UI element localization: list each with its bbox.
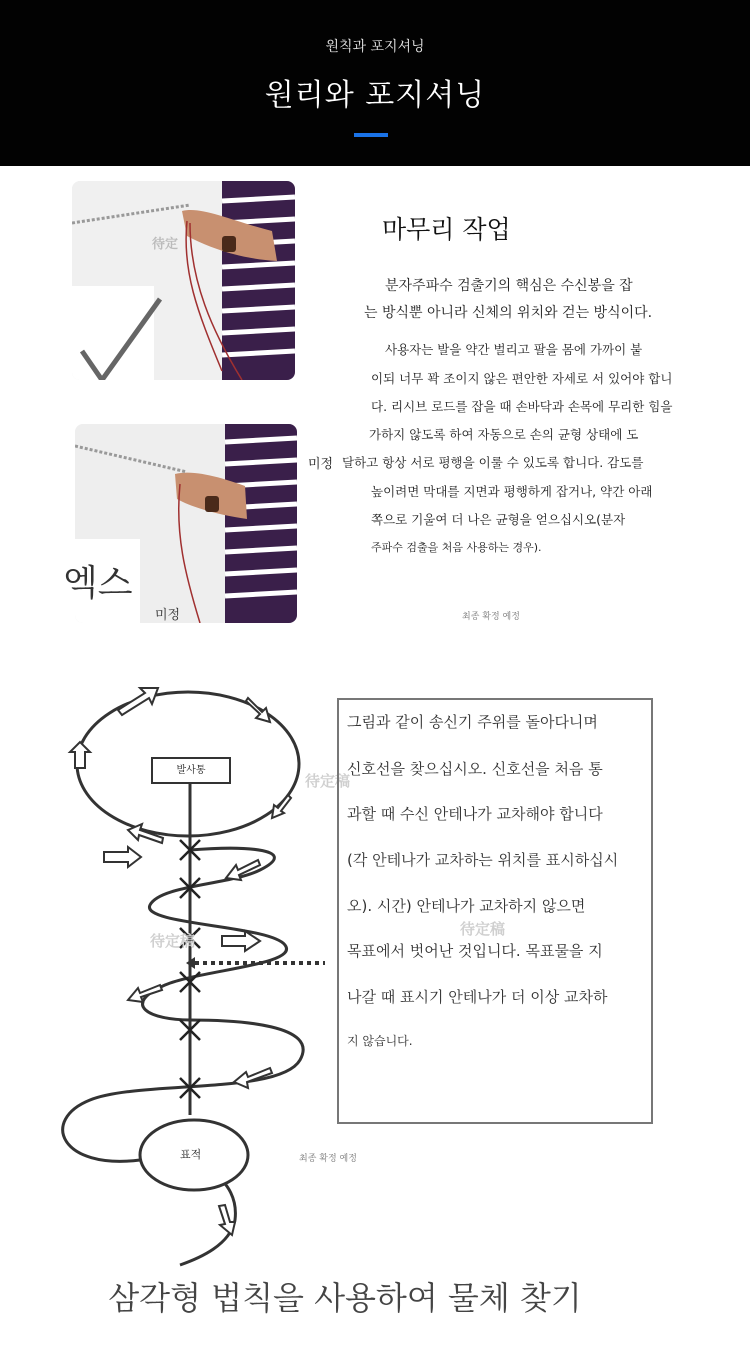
instruction-line-1: 그림과 같이 송신기 주위를 돌아다니며: [347, 713, 598, 731]
instruction-line-3: 과할 때 수신 안테나가 교차해야 합니다: [347, 805, 603, 823]
body-line-7: 쪽으로 기울여 더 나은 균형을 얻으십시오(분자: [371, 512, 626, 527]
body-line-4: 가하지 않도록 하여 자동으로 손의 균형 상태에 도: [369, 427, 639, 442]
body-line-8: 주파수 검출을 처음 사용하는 경우).: [371, 541, 542, 554]
target-label: 표적: [180, 1148, 202, 1161]
photo-watermark: 待定: [152, 237, 179, 252]
launcher-label: 발사통: [151, 757, 231, 784]
body-line-5: 달하고 항상 서로 평행을 이룰 수 있도록 합니다. 감도를: [342, 455, 644, 470]
instruction-line-7: 나갈 때 표시기 안테나가 더 이상 교차하: [347, 988, 608, 1006]
instruction-line-6: 목표에서 벗어난 것입니다. 목표물을 지: [347, 942, 603, 960]
final-note-1: 최종 확정 예정: [462, 612, 520, 622]
photo-stamp: 미정: [155, 608, 181, 623]
body-line-3: 다. 리시브 로드를 잡을 때 손바닥과 손목에 무리한 힘을: [371, 399, 673, 414]
correct-posture-illustration: [72, 181, 295, 380]
diagram-watermark-1: 待定稿: [305, 772, 351, 790]
instruction-line-8: 지 않습니다.: [347, 1034, 413, 1048]
wrong-label: 엑스: [63, 563, 133, 604]
body-line-6: 높이려면 막대를 지면과 평행하게 잡거나, 약간 아래: [371, 484, 653, 499]
body-line-2: 이되 너무 꽉 조이지 않은 편안한 자세로 서 있어야 합니: [371, 371, 673, 386]
lead-line-2: 는 방식뿐 아니라 신체의 위치와 걷는 방식이다.: [364, 305, 653, 321]
body-line-1: 사용자는 발을 약간 벌리고 팔을 몸에 가까이 붙: [385, 342, 643, 357]
header-subtitle: 원칙과 포지셔닝: [325, 39, 425, 55]
section-title: 마무리 작업: [382, 215, 511, 244]
diagram-watermark-3: 待定稿: [150, 932, 196, 950]
inline-stamp: 미정: [308, 457, 334, 472]
header-accent-bar: [354, 133, 388, 137]
instruction-line-4: (각 안테나가 교차하는 위치를 표시하십시: [347, 851, 619, 869]
diagram-watermark-2: 待定稿: [460, 920, 506, 938]
instruction-line-2: 신호선을 찾으십시오. 신호선을 처음 통: [347, 760, 603, 778]
final-note-2: 최종 확정 예정: [299, 1154, 357, 1164]
footer-title: 삼각형 법칙을 사용하여 물체 찾기: [108, 1279, 582, 1317]
header-title: 원리와 포지셔닝: [264, 78, 486, 113]
lead-line-1: 분자주파수 검출기의 핵심은 수신봉을 잡: [385, 278, 633, 294]
correct-posture-photo: [72, 181, 295, 380]
header-banner: [0, 0, 750, 166]
instruction-line-5: 오). 시간) 안테나가 교차하지 않으면: [347, 897, 586, 915]
triangulation-diagram: [0, 660, 340, 1270]
